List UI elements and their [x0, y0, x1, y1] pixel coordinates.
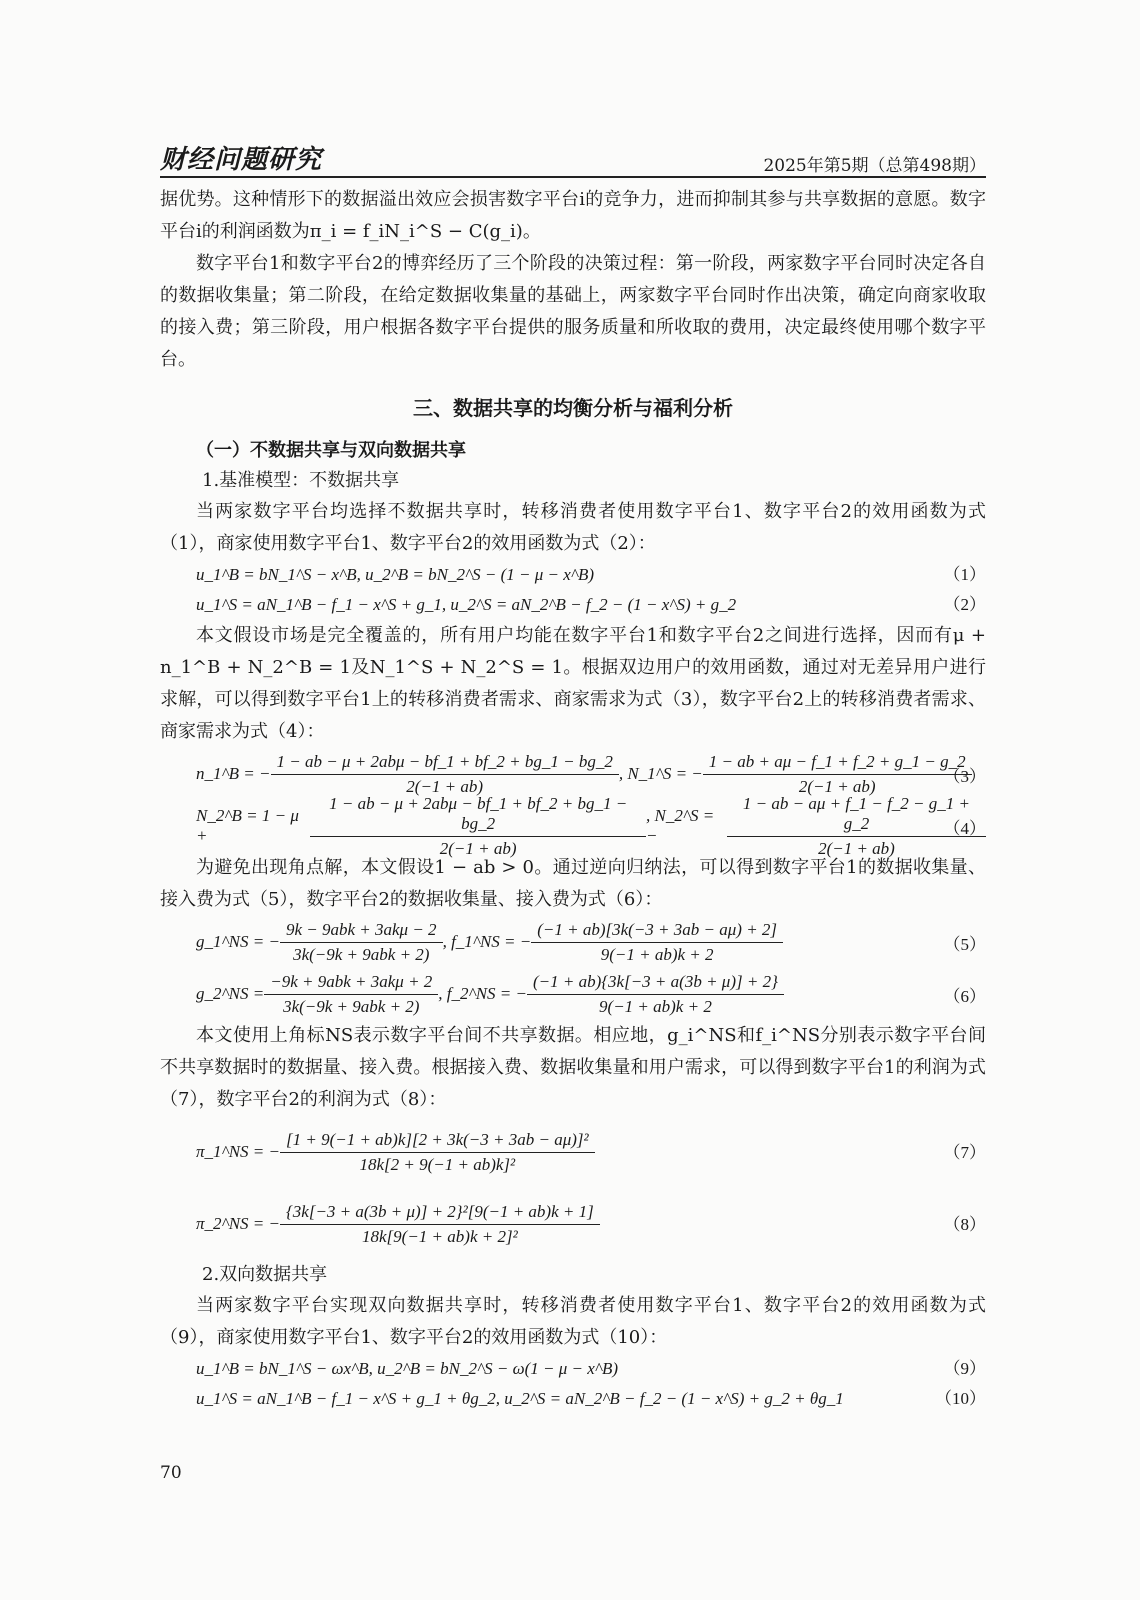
page-number: 70 [160, 1463, 182, 1483]
equation-10 [160, 1384, 986, 1414]
equation-4-number: （4） [943, 819, 986, 838]
equation-3-lhs: n_1^B = − [196, 764, 271, 783]
equation-3-fraction-2 [703, 752, 972, 797]
denominator: 2(−1 + ab) [406, 776, 484, 796]
equation-9 [160, 1354, 986, 1384]
equation-6 [160, 968, 986, 1020]
equation-4-fraction-1 [310, 794, 646, 859]
equation-4-lhs-2: , N_2^S = − [646, 806, 715, 845]
equation-10-number: （10） [935, 1389, 986, 1408]
equation-8-lhs: π_2^NS = − [196, 1214, 280, 1233]
equation-1-body: u_1^B = bN_1^S − x^B, u_2^B = bN_2^S − (1 − μ − x^B) [196, 565, 595, 584]
equation-5-fraction-1 [280, 920, 443, 965]
equation-8-number: （8） [943, 1215, 986, 1234]
equation-2-body: u_1^S = aN_1^B − f_1 − x^S + g_1, u_2^S = aN_2^B − f_2 − (1 − x^S) + g_2 [196, 595, 737, 614]
numerator: 1 − ab − aμ + f_1 − f_2 − g_1 + g_2 [727, 794, 986, 837]
running-header [160, 139, 986, 175]
equation-8 [160, 1188, 986, 1260]
equation-9-body: u_1^B = bN_1^S − ωx^B, u_2^B = bN_2^S − ω(1 − μ − x^B) [196, 1359, 619, 1378]
header-rule [160, 176, 986, 178]
numerator: 9k − 9abk + 3akμ − 2 [280, 920, 443, 943]
equation-5-number: （5） [943, 935, 986, 954]
equation-3 [160, 748, 986, 800]
denominator: 2(−1 + ab) [818, 838, 895, 858]
denominator: 9(−1 + ab)k + 2 [599, 996, 712, 1016]
paragraph-1: 据优势。这种情形下的数据溢出效应会损害数字平台i的竞争力，进而抑制其参与共享数据的意愿。数字平台i的利润函数为π_i = f_iN_i^S − C(g_i)。 [160, 189, 986, 242]
numerator: 1 − ab + aμ − f_1 + f_2 + g_1 − g_2 [703, 752, 972, 775]
equation-7 [160, 1116, 986, 1188]
equation-4 [160, 793, 986, 858]
equation-2-number: （2） [943, 595, 986, 614]
paragraph-4: 本文假设市场是完全覆盖的，所有用户均能在数字平台1和数字平台2之间进行选择，因而有μ + n_1^B + N_2^B = 1及N_1^S + N_2^S = 1。根据双边用户的效用函数，通过对无差异用户进行求解，可以得到数字平台1上的转移消费者需求、商家需求为式（3），数字平台2上的转移消费者需求、商家需求为式（4）： [160, 625, 986, 742]
subsection-heading: （一）不数据共享与双向数据共享 [196, 440, 466, 461]
subheading-1: 1.基准模型：不数据共享 [202, 470, 400, 491]
equation-6-fraction-2 [527, 972, 784, 1017]
numerator: (−1 + ab){3k[−3 + a(3b + μ)] + 2} [527, 972, 784, 995]
equation-7-fraction [280, 1130, 595, 1175]
equation-6-lhs: g_2^NS = [196, 984, 265, 1003]
equation-1-number: （1） [943, 565, 986, 584]
paragraph-2: 数字平台1和数字平台2的博弈经历了三个阶段的决策过程：第一阶段，两家数字平台同时决定各自的数据收集量；第二阶段，在给定数据收集量的基础上，两家数字平台同时作出决策，确定向商家收取的接入费；第三阶段，用户根据各数字平台提供的服务质量和所收取的费用，决定最终使用哪个数字平台。 [160, 253, 986, 370]
journal-title: 财经问题研究 [160, 145, 323, 175]
equation-10-body: u_1^S = aN_1^B − f_1 − x^S + g_1 + θg_2, u_2^S = aN_2^B − f_2 − (1 − x^S) + g_2 + θg_1 [196, 1389, 844, 1408]
article-body [160, 184, 986, 1414]
equation-7-lhs: π_1^NS = − [196, 1142, 280, 1161]
denominator: 9(−1 + ab)k + 2 [600, 944, 714, 964]
equation-9-number: （9） [943, 1359, 986, 1378]
equation-5 [160, 916, 986, 968]
numerator: 1 − ab − μ + 2abμ − bf_1 + bf_2 + bg_1 − bg_2 [271, 752, 619, 775]
numerator: {3k[−3 + a(3b + μ)] + 2}²[9(−1 + ab)k + 1] [280, 1202, 600, 1225]
equation-2 [160, 590, 986, 620]
section-heading: 三、数据共享的均衡分析与福利分析 [413, 396, 733, 420]
denominator: 18k[2 + 9(−1 + ab)k]² [359, 1154, 516, 1174]
equation-3-number: （3） [943, 767, 986, 786]
equation-1 [160, 560, 986, 590]
equation-5-lhs-2: , f_1^NS = − [442, 932, 532, 951]
paragraph-3: 当两家数字平台均选择不数据共享时，转移消费者使用数字平台1、数字平台2的效用函数为式（1），商家使用数字平台1、数字平台2的效用函数为式（2）： [160, 501, 986, 554]
paragraph-5: 为避免出现角点解，本文假设1 − ab > 0。通过逆向归纳法，可以得到数字平台1的数据收集量、接入费为式（5），数字平台2的数据收集量、接入费为式（6）： [160, 857, 986, 910]
denominator: 18k[9(−1 + ab)k + 2]² [362, 1226, 518, 1246]
denominator: 3k(−9k + 9abk + 2) [293, 944, 430, 964]
paragraph-6: 本文使用上角标NS表示数字平台间不共享数据。相应地，g_i^NS和f_i^NS分别表示数字平台间不共享数据时的数据量、接入费。根据接入费、数据收集量和用户需求，可以得到数字平台1的利润为式（7），数字平台2的利润为式（8）： [160, 1025, 986, 1110]
numerator: (−1 + ab)[3k(−3 + 3ab − aμ) + 2] [531, 920, 783, 943]
paragraph-7: 当两家数字平台实现双向数据共享时，转移消费者使用数字平台1、数字平台2的效用函数为式（9），商家使用数字平台1、数字平台2的效用函数为式（10）： [160, 1295, 986, 1348]
issue-info: 2025年第5期（总第498期） [763, 156, 986, 176]
equation-6-number: （6） [943, 987, 986, 1006]
numerator: 1 − ab − μ + 2abμ − bf_1 + bf_2 + bg_1 − bg_2 [310, 794, 646, 837]
equation-6-fraction-1 [264, 972, 438, 1017]
denominator: 2(−1 + ab) [798, 776, 876, 796]
equation-7-number: （7） [943, 1143, 986, 1162]
numerator: [1 + 9(−1 + ab)k][2 + 3k(−3 + 3ab − aμ)]² [280, 1130, 595, 1153]
equation-3-lhs-2: , N_1^S = − [618, 764, 703, 783]
equation-8-fraction [280, 1202, 600, 1247]
numerator: −9k + 9abk + 3akμ + 2 [264, 972, 438, 995]
equation-4-lhs: N_2^B = 1 − μ + [196, 806, 299, 845]
subheading-2: 2.双向数据共享 [202, 1264, 328, 1285]
denominator: 3k(−9k + 9abk + 2) [283, 996, 420, 1016]
equation-3-fraction-1 [271, 752, 619, 797]
equation-6-lhs-2: , f_2^NS = − [438, 984, 527, 1003]
equation-5-lhs: g_1^NS = − [196, 932, 280, 951]
denominator: 2(−1 + ab) [439, 838, 517, 858]
equation-5-fraction-2 [531, 920, 783, 965]
